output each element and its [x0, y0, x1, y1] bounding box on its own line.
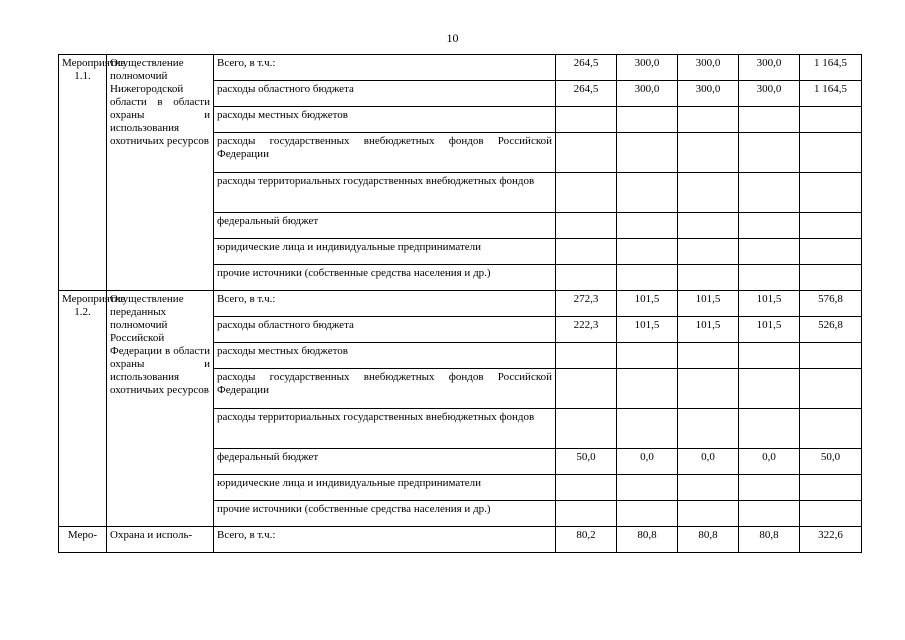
funding-source: расходы государственных внебюджетных фондов Российской Федерации — [214, 369, 556, 409]
value-cell — [556, 475, 617, 501]
value-cell — [800, 265, 862, 291]
value-cell — [678, 343, 739, 369]
value-cell — [800, 475, 862, 501]
value-cell — [556, 107, 617, 133]
value-cell — [617, 173, 678, 213]
value-cell — [800, 133, 862, 173]
value-cell — [617, 343, 678, 369]
measure-name: Осуществление полномочий Нижегородской области в области охраны и использования охотничьих ресурсов — [107, 55, 214, 291]
value-cell — [617, 265, 678, 291]
value-cell — [617, 475, 678, 501]
value-cell — [556, 173, 617, 213]
value-cell — [678, 501, 739, 527]
value-cell: 322,6 — [800, 527, 862, 553]
value-cell — [678, 265, 739, 291]
value-cell: 1 164,5 — [800, 81, 862, 107]
value-cell — [556, 239, 617, 265]
value-cell — [800, 213, 862, 239]
measure-name: Осуществление переданных полномочий Российской Федерации в области охраны и использования охотничьих ресурсов — [107, 291, 214, 527]
value-cell: 300,0 — [739, 55, 800, 81]
value-cell — [678, 475, 739, 501]
funding-source: расходы государственных внебюджетных фондов Российской Федерации — [214, 133, 556, 173]
funding-source: расходы областного бюджета — [214, 317, 556, 343]
value-cell — [556, 501, 617, 527]
value-cell: 101,5 — [617, 291, 678, 317]
value-cell: 101,5 — [617, 317, 678, 343]
value-cell — [678, 173, 739, 213]
value-cell: 0,0 — [617, 449, 678, 475]
value-cell: 576,8 — [800, 291, 862, 317]
value-cell — [739, 133, 800, 173]
value-cell: 222,3 — [556, 317, 617, 343]
value-cell: 300,0 — [617, 55, 678, 81]
value-cell — [556, 343, 617, 369]
funding-source: юридические лица и индивидуальные предприниматели — [214, 239, 556, 265]
value-cell — [617, 501, 678, 527]
funding-source: расходы территориальных государственных внебюджетных фондов — [214, 173, 556, 213]
value-cell — [617, 239, 678, 265]
value-cell: 300,0 — [678, 55, 739, 81]
value-cell: 101,5 — [678, 291, 739, 317]
value-cell — [739, 173, 800, 213]
value-cell — [617, 107, 678, 133]
value-cell — [800, 239, 862, 265]
value-cell: 101,5 — [739, 317, 800, 343]
value-cell: 101,5 — [678, 317, 739, 343]
funding-source: федеральный бюджет — [214, 449, 556, 475]
value-cell — [617, 409, 678, 449]
funding-source: расходы местных бюджетов — [214, 343, 556, 369]
value-cell — [800, 107, 862, 133]
value-cell: 272,3 — [556, 291, 617, 317]
value-cell: 300,0 — [617, 81, 678, 107]
value-cell: 300,0 — [739, 81, 800, 107]
value-cell — [678, 133, 739, 173]
value-cell — [800, 501, 862, 527]
value-cell — [617, 213, 678, 239]
value-cell: 1 164,5 — [800, 55, 862, 81]
value-cell: 526,8 — [800, 317, 862, 343]
value-cell: 50,0 — [800, 449, 862, 475]
value-cell — [739, 501, 800, 527]
value-cell — [800, 409, 862, 449]
value-cell: 0,0 — [678, 449, 739, 475]
funding-source: расходы местных бюджетов — [214, 107, 556, 133]
funding-source: Всего, в т.ч.: — [214, 55, 556, 81]
funding-source: прочие источники (собственные средства населения и др.) — [214, 265, 556, 291]
value-cell — [556, 213, 617, 239]
funding-source: юридические лица и индивидуальные предприниматели — [214, 475, 556, 501]
value-cell: 50,0 — [556, 449, 617, 475]
value-cell: 80,8 — [617, 527, 678, 553]
value-cell — [800, 173, 862, 213]
funding-source: федеральный бюджет — [214, 213, 556, 239]
value-cell — [678, 239, 739, 265]
value-cell — [739, 475, 800, 501]
table-row — [59, 55, 862, 81]
value-cell — [678, 213, 739, 239]
value-cell: 300,0 — [678, 81, 739, 107]
value-cell — [556, 265, 617, 291]
value-cell: 80,8 — [678, 527, 739, 553]
funding-source: прочие источники (собственные средства населения и др.) — [214, 501, 556, 527]
funding-source: Всего, в т.ч.: — [214, 291, 556, 317]
value-cell — [800, 343, 862, 369]
value-cell — [678, 369, 739, 409]
value-cell — [739, 239, 800, 265]
measure-number: Меро- — [59, 527, 107, 553]
measure-number: Мероприятие 1.1. — [59, 55, 107, 291]
funding-source: Всего, в т.ч.: — [214, 527, 556, 553]
value-cell — [678, 107, 739, 133]
value-cell — [800, 369, 862, 409]
value-cell: 80,2 — [556, 527, 617, 553]
funding-source: расходы территориальных государственных внебюджетных фондов — [214, 409, 556, 449]
funding-source: расходы областного бюджета — [214, 81, 556, 107]
value-cell: 80,8 — [739, 527, 800, 553]
value-cell — [739, 409, 800, 449]
value-cell — [617, 133, 678, 173]
table-row — [59, 527, 862, 553]
value-cell — [556, 409, 617, 449]
value-cell: 0,0 — [739, 449, 800, 475]
value-cell: 264,5 — [556, 55, 617, 81]
value-cell — [617, 369, 678, 409]
value-cell — [739, 265, 800, 291]
table-body — [59, 55, 862, 553]
page-number: 10 — [446, 31, 459, 45]
value-cell — [739, 107, 800, 133]
measure-number: Мероприятие 1.2. — [59, 291, 107, 527]
value-cell — [678, 409, 739, 449]
budget-table — [58, 54, 862, 553]
value-cell — [556, 369, 617, 409]
value-cell — [739, 343, 800, 369]
value-cell: 264,5 — [556, 81, 617, 107]
value-cell: 101,5 — [739, 291, 800, 317]
table-row — [59, 291, 862, 317]
value-cell — [556, 133, 617, 173]
measure-name: Охрана и исполь- — [107, 527, 214, 553]
value-cell — [739, 213, 800, 239]
value-cell — [739, 369, 800, 409]
